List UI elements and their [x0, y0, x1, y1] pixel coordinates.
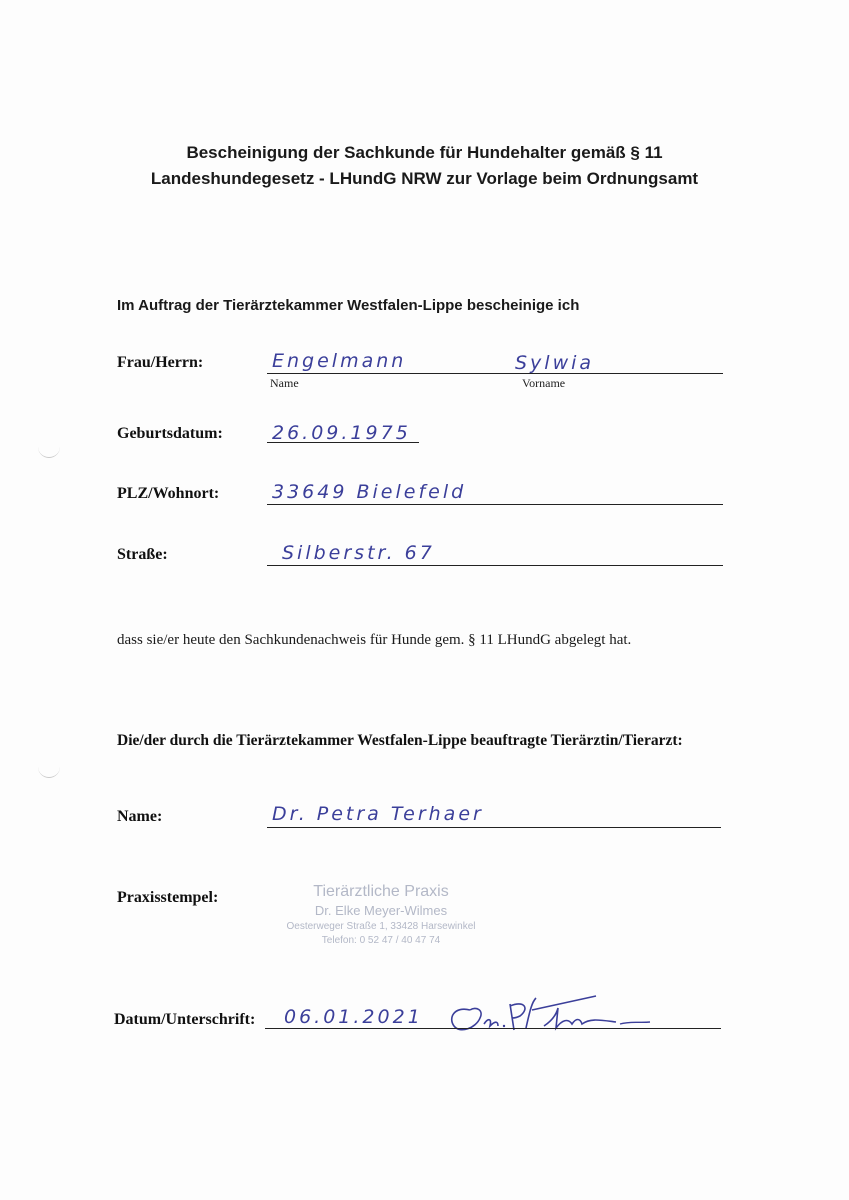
- stamp-line-4: Telefon: 0 52 47 / 40 47 74: [321, 935, 441, 946]
- stamp-line-2: Dr. Elke Meyer-Wilmes: [314, 903, 448, 918]
- city-value: 33649 Bielefeld: [272, 481, 467, 503]
- date-signature-line: [265, 1028, 721, 1029]
- birthdate-value: 26.09.1975: [272, 422, 411, 444]
- stamp-line-3: Oesterweger Straße 1, 33428 Harsewinkel: [286, 921, 476, 932]
- punch-hole-top: [38, 446, 60, 458]
- stamp-line-1: Tierärztliche Praxis: [313, 883, 449, 900]
- name-line: [267, 373, 723, 374]
- statement-text: dass sie/er heute den Sachkundenachweis für Hunde gem. § 11 LHundG abgelegt hat.: [117, 632, 632, 648]
- vet-heading: Die/der durch die Tierärztekammer Westfalen-Lippe beauftragte Tierärztin/Tierarzt:: [117, 732, 683, 749]
- intro-text: Im Auftrag der Tierärztekammer Westfalen-Lippe bescheinige ich: [117, 297, 580, 314]
- handwritten-signature: [440, 988, 660, 1038]
- firstname-value: Sylwia: [515, 352, 595, 374]
- vet-name-line: [267, 827, 721, 828]
- city-line: [267, 504, 723, 505]
- date-signature-label: Datum/Unterschrift:: [114, 1011, 256, 1028]
- birthdate-line: [267, 442, 419, 443]
- document-title-line-2: Landeshundegesetz - LHundG NRW zur Vorlage beim Ordnungsamt: [150, 169, 699, 188]
- surname-caption: Name: [270, 376, 299, 390]
- street-value: Silberstr. 67: [282, 542, 435, 564]
- vet-name-label: Name:: [117, 808, 163, 825]
- street-line: [267, 565, 723, 566]
- practice-stamp: [276, 882, 486, 948]
- birthdate-label: Geburtsdatum:: [117, 425, 223, 442]
- punch-hole-bottom: [38, 766, 60, 778]
- vet-name-value: Dr. Petra Terhaer: [272, 803, 484, 825]
- street-label: Straße:: [117, 546, 168, 563]
- stamp-label: Praxisstempel:: [117, 889, 219, 906]
- name-label: Frau/Herrn:: [117, 354, 204, 371]
- city-label: PLZ/Wohnort:: [117, 485, 220, 502]
- date-value: 06.01.2021: [284, 1006, 423, 1028]
- document-title-line-1: Bescheinigung der Sachkunde für Hundehalter gemäß § 11: [186, 143, 663, 162]
- firstname-caption: Vorname: [522, 376, 566, 390]
- surname-value: Engelmann: [272, 350, 407, 372]
